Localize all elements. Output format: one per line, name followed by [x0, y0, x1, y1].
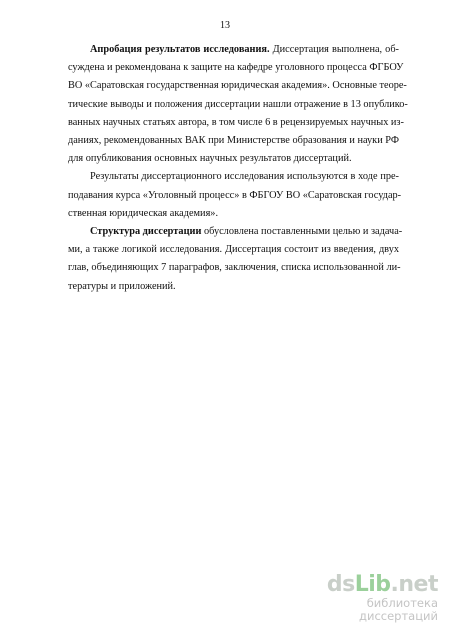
paragraph-structure: [68, 223, 403, 296]
text-line: Апробация результатов исследования. Диссертация выполнена, об-: [90, 44, 399, 55]
text-line: ВО «Саратовская государственная юридическая академия». Основные теоре-: [68, 80, 407, 92]
text-line: тические выводы и положения диссертации нашли отражение в 13 опублико-: [68, 98, 408, 110]
text-line: ми, а также логикой исследования. Диссертация состоит из введения, двух: [68, 244, 399, 256]
text-line: Структура диссертации обусловлена поставленными целью и задача-: [90, 226, 403, 238]
text-line: суждена и рекомендована к защите на кафедре уголовного процесса ФГБОУ: [68, 62, 404, 74]
dslib-watermark: [290, 573, 438, 623]
paragraph-approbation: [68, 41, 408, 168]
text-line: Результаты диссертационного исследования используются в ходе пре-: [90, 171, 399, 183]
text-line: даниях, рекомендованных ВАК при Министерстве образования и науки РФ: [68, 135, 399, 147]
page-number: 13: [220, 20, 230, 31]
text-line: тературы и приложений.: [68, 280, 176, 292]
dslib-subtitle: библиотека диссертаций: [359, 596, 438, 623]
text-line: ственная юридическая академия».: [68, 207, 219, 219]
text-line: ванных научных статьях автора, в том числе 6 в рецензируемых научных из-: [68, 116, 404, 128]
text-line: подавания курса «Уголовный процесс» в ФБГОУ ВО «Саратовская государ-: [68, 189, 402, 201]
paragraph-results-usage: [68, 168, 402, 223]
bold-lead: Структура диссертации: [90, 226, 202, 238]
dslib-logo: dsLib.net: [326, 572, 438, 597]
bold-lead: Апробация результатов исследования.: [90, 44, 270, 55]
text-line: для опубликования основных научных результатов диссертаций.: [68, 153, 352, 165]
text-line: глав, объединяющих 7 параграфов, заключения, списка использованной ли-: [68, 262, 401, 274]
document-body: [68, 41, 408, 296]
